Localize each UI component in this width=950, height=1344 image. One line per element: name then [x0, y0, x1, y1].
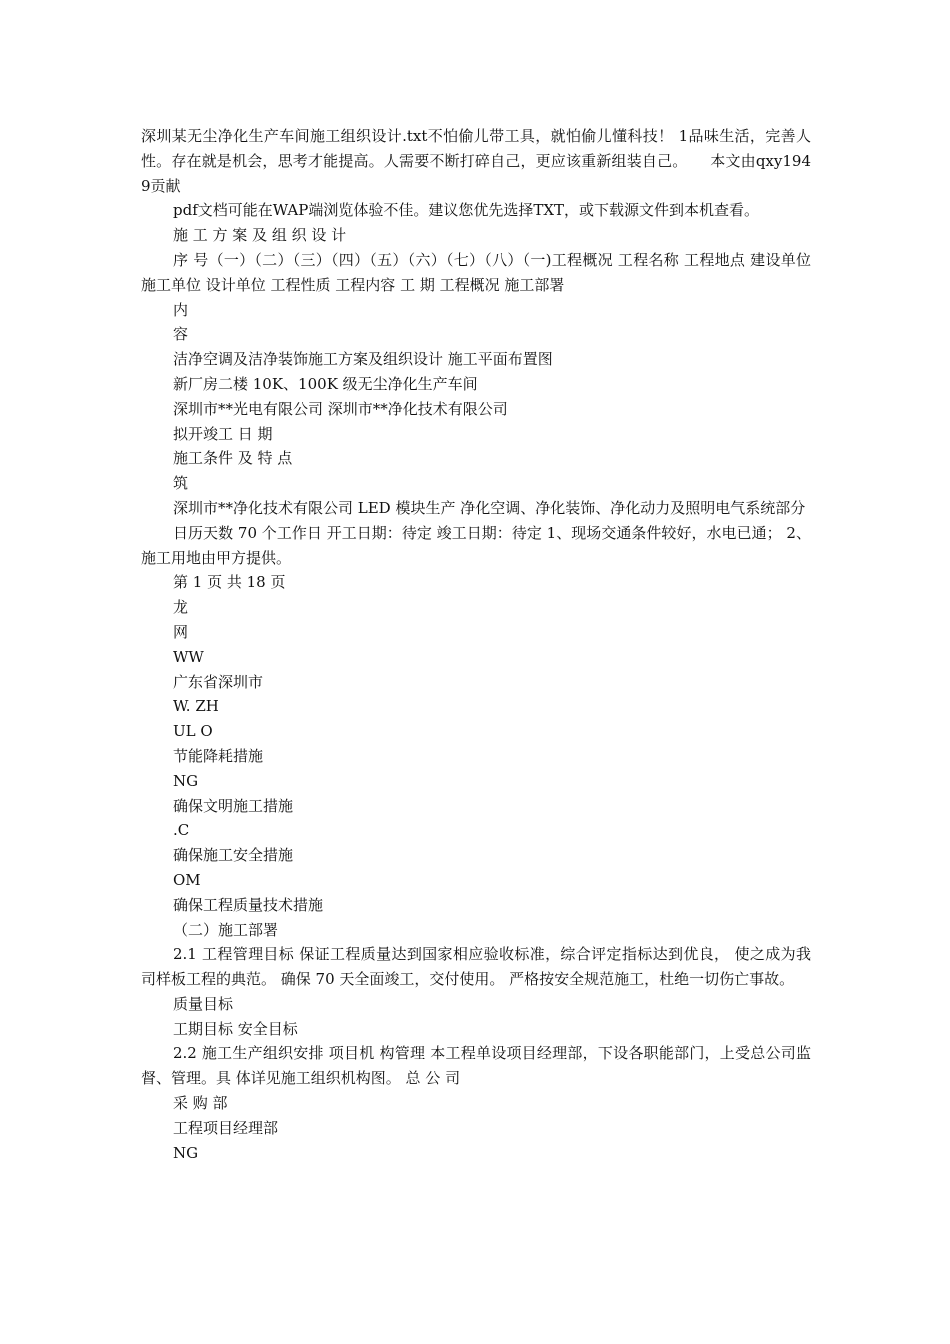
paragraph: （二）施工部署 — [173, 920, 279, 939]
paragraph: 第 1 页 共 18 页 — [173, 573, 286, 592]
paragraph: 筑 — [173, 474, 189, 493]
paragraph: 确保施工安全措施 — [173, 846, 294, 865]
paragraph: 确保文明施工措施 — [173, 796, 294, 815]
paragraph: NG — [173, 771, 199, 790]
paragraph: 广东省深圳市 — [173, 672, 264, 691]
paragraph: NG — [173, 1143, 199, 1162]
paragraph: 施 工 方 案 及 组 织 设 计 — [173, 226, 347, 245]
paragraph: 质量目标 — [173, 994, 234, 1013]
paragraph: 新厂房二楼 10K、100K 级无尘净化生产车间 — [173, 374, 478, 393]
paragraph: .C — [173, 821, 190, 840]
paragraph: 2.1 工程管理目标 保证工程质量达到国家相应验收标准，综合评定指标达到优良， 使之成为我司样板工程的典范。 确保 70 天全面竣工，交付使用。 严格按安全规范施工，杜绝一切伤亡事故。 — [141, 945, 811, 989]
paragraph: 确保工程质量技术措施 — [173, 895, 324, 914]
paragraph: 施工条件 及 特 点 — [173, 449, 293, 468]
document-body — [141, 124, 811, 1165]
paragraph: 工程项目经理部 — [173, 1118, 279, 1137]
paragraph: UL O — [173, 722, 213, 741]
paragraph: 内 — [173, 300, 189, 319]
paragraph: 龙 — [173, 598, 189, 617]
paragraph: 拟开竣工 日 期 — [173, 424, 273, 443]
paragraph: 日历天数 70 个工作日 开工日期：待定 竣工日期：待定 1、现场交通条件较好，水电已通； 2、施工用地由甲方提供。 — [141, 523, 811, 567]
paragraph: pdf文档可能在WAP端浏览体验不佳。建议您优先选择TXT，或下载源文件到本机查看。 — [173, 201, 760, 220]
paragraph: 序 号（一）（二）（三）（四）（五）（六）（七）（八）（一)工程概况 工程名称 工程地点 建设单位 施工单位 设计单位 工程性质 工程内容 工 期 工程概况 施工部署 — [141, 250, 811, 294]
paragraph: 深圳市**净化技术有限公司 LED 模块生产 净化空调、净化装饰、净化动力及照明电气系统部分 — [173, 498, 806, 517]
paragraph: 洁净空调及洁净装饰施工方案及组织设计 施工平面布置图 — [173, 350, 553, 369]
paragraph: 容 — [173, 325, 189, 344]
paragraph: 2.2 施工生产组织安排 项目机 构管理 本工程单设项目经理部，下设各职能部门，上受总公司监督、管理。具 体详见施工组织机构图。 总 公 司 — [141, 1044, 811, 1088]
paragraph: OM — [173, 870, 201, 889]
paragraph: W. ZH — [173, 697, 219, 716]
paragraph: 深圳某无尘净化生产车间施工组织设计.txt不怕偷儿带工具，就怕偷儿懂科技！ 1品味生活，完善人性。存在就是机会，思考才能提高。人需要不断打碎自己，更应该重新组装自己。 本文由qxy1949贡献 — [141, 127, 811, 195]
paragraph: WW — [173, 647, 204, 666]
paragraph: 采 购 部 — [173, 1094, 228, 1113]
paragraph: 节能降耗措施 — [173, 746, 264, 765]
paragraph: 工期目标 安全目标 — [173, 1019, 298, 1038]
paragraph: 深圳市**光电有限公司 深圳市**净化技术有限公司 — [173, 399, 508, 418]
paragraph: 网 — [173, 622, 189, 641]
